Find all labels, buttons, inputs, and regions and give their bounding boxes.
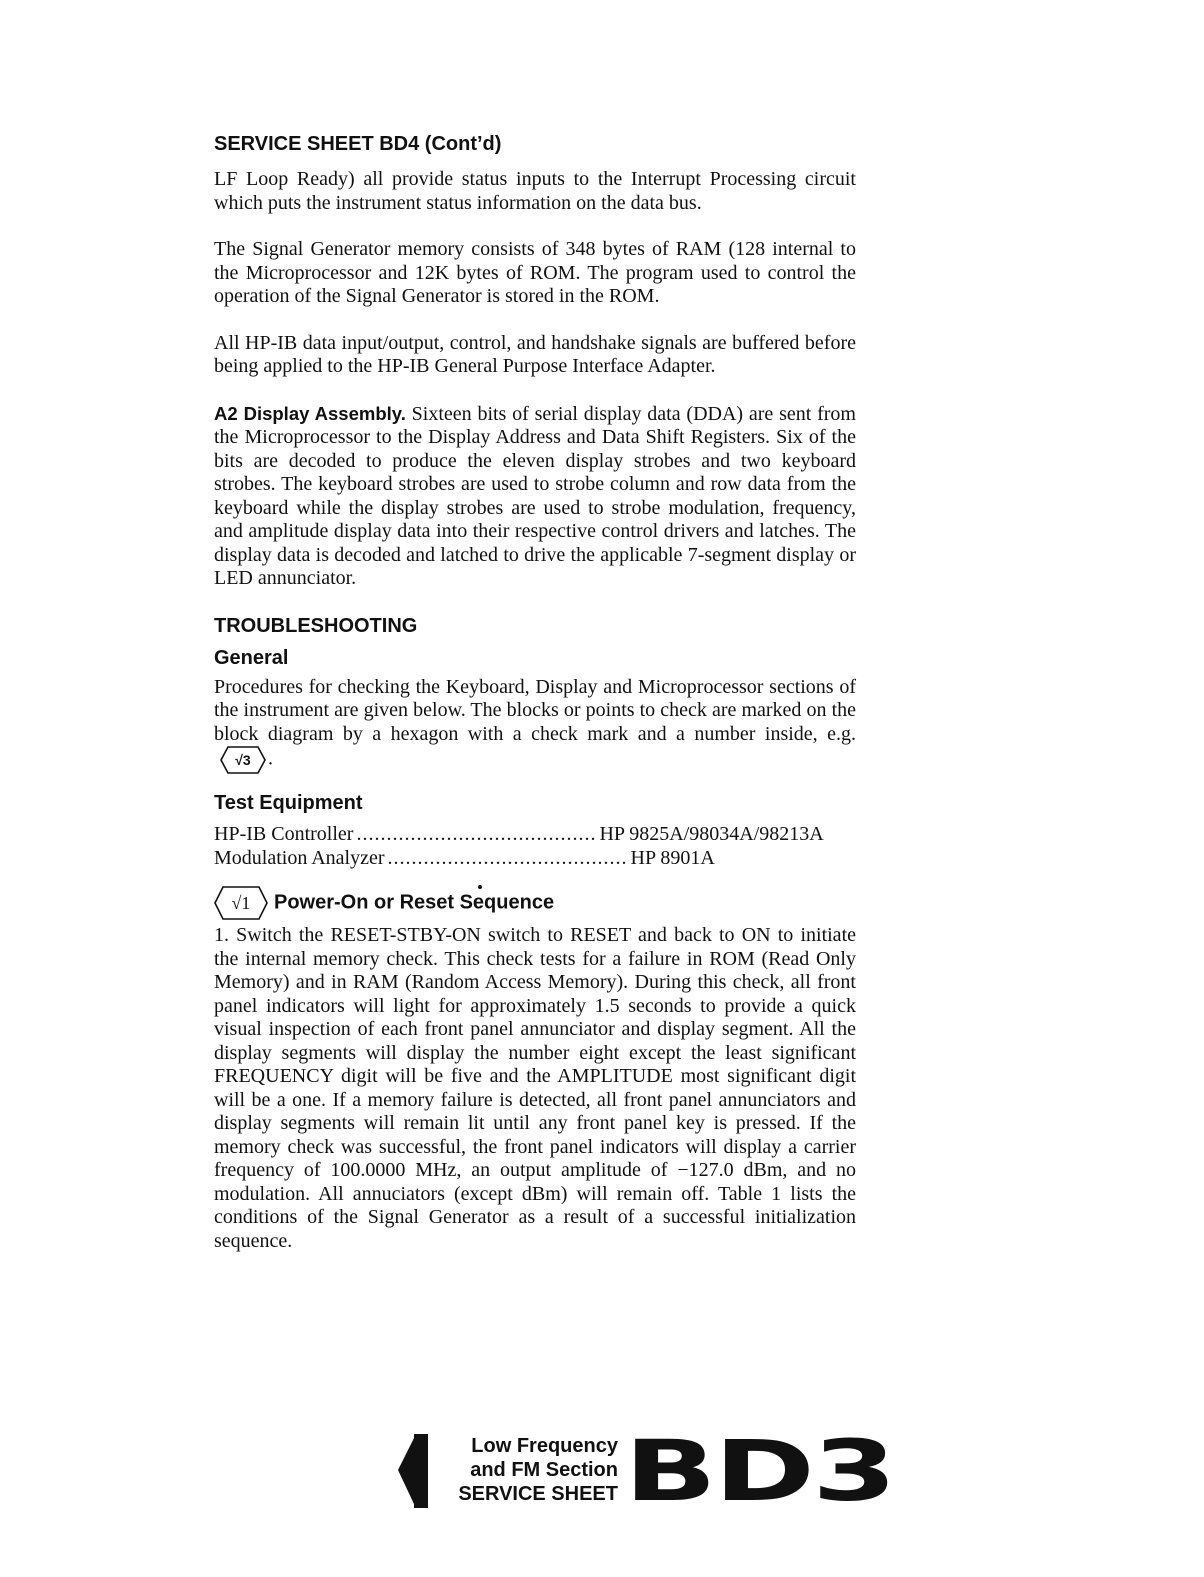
paragraph-hpib: All HP-IB data input/output, control, and handshake signals are buffered before being applied to the HP-IB General Purpose Interface Adapter. xyxy=(214,331,856,377)
dot-leader: ........................................ xyxy=(387,846,628,869)
paragraph-general xyxy=(214,676,856,775)
power-on-heading: Power-On or Reset Sequence xyxy=(274,891,555,914)
power-on-heading-row xyxy=(214,886,856,920)
test-equipment-list xyxy=(214,823,856,870)
paragraph-power-on-step-1: 1. Switch the RESET-STBY-ON switch to RESET and back to ON to initiate the internal memory check. This check tests for a failure in ROM (Read Only Memory) and in RAM (Random Access Memory). During this check, all front panel indicators will light for approximately 1.5 seconds to provide a quick visual inspection of each front panel annunciator and display segment. All the display segments will display the number eight except the least significant FREQUENCY digit will be five and the AMPLITUDE most significant digit will be a one. If a memory failure is detected, all front panel annunciators and display segments will remain lit until any front panel key is pressed. If the memory check was successful, the front panel indicators will display a carrier frequency of 100.0000 MHz, an output amplitude of −127.0 dBm, and no modulation. All annuciators (except dBm) will remain off. Table 1 lists the conditions of the Signal Generator as a result of a successful initialization sequence. xyxy=(214,924,856,1252)
display-assembly-lead: A2 Display Assembly. xyxy=(214,402,406,424)
equipment-row xyxy=(214,823,826,847)
hexagon-check-icon xyxy=(220,746,266,774)
footer-line-1: Low Frequency xyxy=(471,1435,618,1457)
test-equipment-heading: Test Equipment xyxy=(214,792,363,814)
paragraph-display-assembly xyxy=(214,402,856,591)
general-heading: General xyxy=(214,646,289,669)
general-text: Procedures for checking the Keyboard, Display and Microprocessor sections of the instrument are given below. The blocks or points to check are marked on the block diagram by a hexagon with a check mark and a number inside, e.g. xyxy=(214,675,856,745)
stray-dot xyxy=(478,885,482,889)
hexagon-check-icon xyxy=(214,886,268,920)
equipment-name: HP-IB Controller xyxy=(214,823,354,845)
page-column xyxy=(214,133,856,1253)
troubleshooting-heading: TROUBLESHOOTING xyxy=(214,614,418,637)
hex-example-label: √3 xyxy=(235,752,251,768)
general-text-end: . xyxy=(268,747,273,770)
footer-label xyxy=(458,1434,618,1506)
footer-line-3: SERVICE SHEET xyxy=(458,1483,618,1505)
equipment-row xyxy=(214,847,826,871)
hex-step-label: √1 xyxy=(231,893,251,913)
page-header: SERVICE SHEET BD4 (Cont’d) xyxy=(214,133,502,155)
left-arrow-icon xyxy=(398,1434,442,1508)
display-assembly-text: Sixteen bits of serial display data (DDA) are sent from the Microprocessor to the Display Address and Data Shift Registers. Six of the bits are decoded to produce the eleven display strobes and two keyboard strobes. The keyboard strobes are used to strobe column and row data from the keyboard while the display strobes are used to strobe modulation, frequency, and amplitude display data into their respective control drivers and latches. The display data is decoded and latched to drive the applicable 7-segment display or LED annunciator. xyxy=(214,402,856,589)
service-sheet-id: BD3 xyxy=(624,1422,894,1520)
equipment-name: Modulation Analyzer xyxy=(214,846,385,869)
footer-section-tab xyxy=(398,1422,908,1520)
paragraph-status-inputs: LF Loop Ready) all provide status inputs to the Interrupt Processing circuit which puts the instrument status information on the data bus. xyxy=(214,168,856,214)
paragraph-memory: The Signal Generator memory consists of 348 bytes of RAM (128 internal to the Microprocessor and 12K bytes of ROM. The program used to control the operation of the Signal Generator is stored in the ROM. xyxy=(214,238,856,307)
equipment-model: HP 8901A xyxy=(630,846,715,869)
equipment-model: HP 9825A/98034A/98213A xyxy=(599,823,824,845)
footer-line-2: and FM Section xyxy=(470,1459,618,1481)
dot-leader: ........................................ xyxy=(356,823,597,845)
